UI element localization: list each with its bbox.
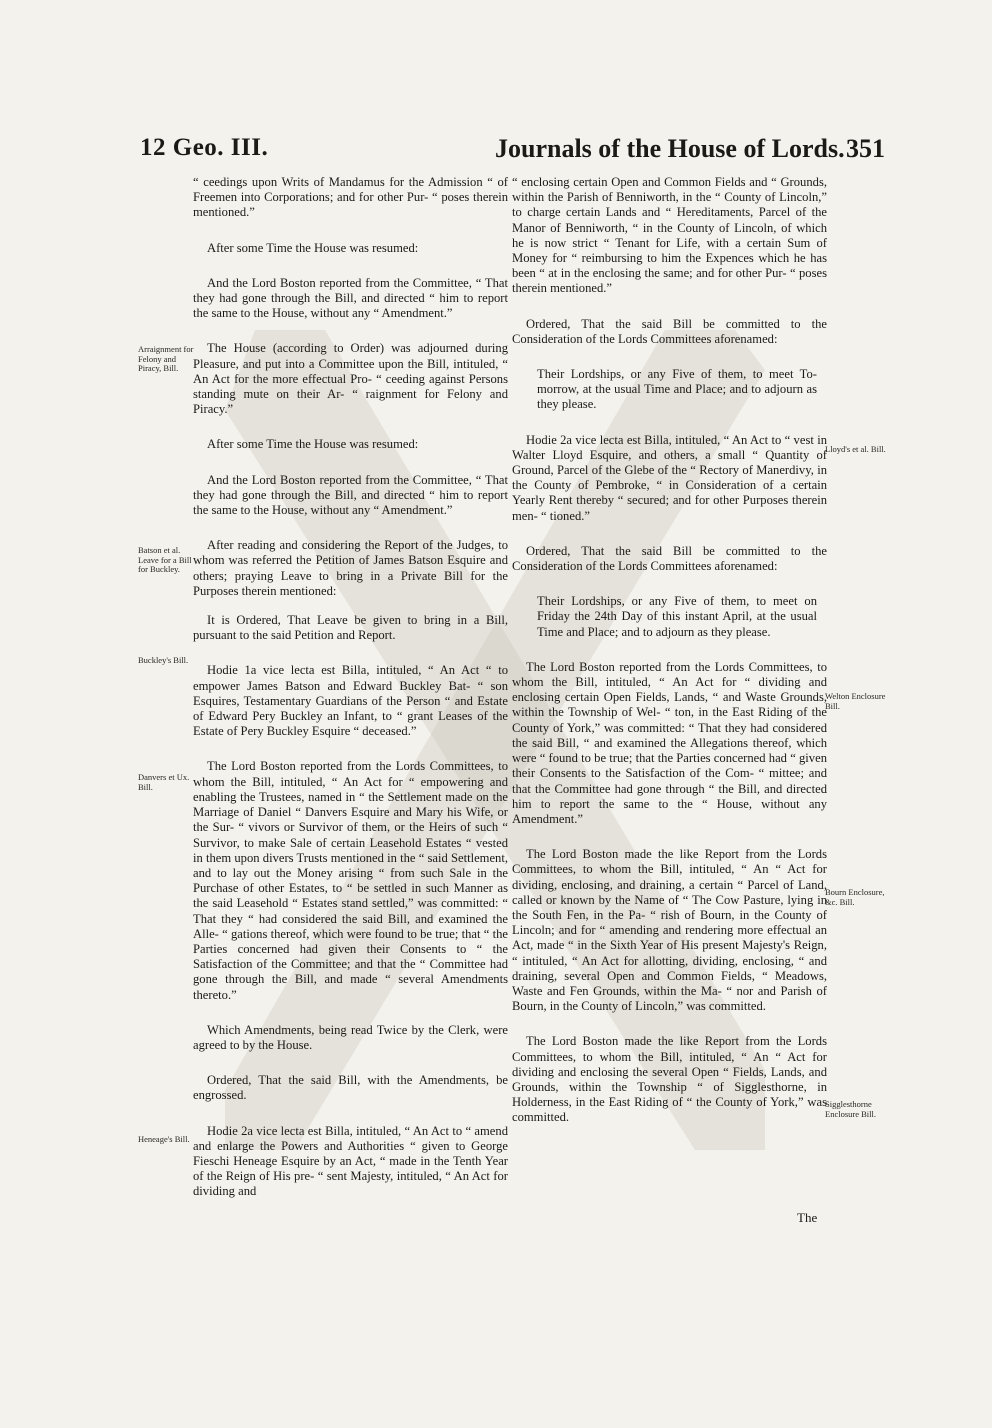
right-para-9: The Lord Boston made the like Report from the Lords Committees, to whom the Bill, intituled, “ An “ Act for dividing and enclosing the several Open “ Fields, Lands, and Grounds, within the Township “ of Sigglesthorne, in Holderness, in the East Riding of “ the County of York,” was committed. — [512, 1034, 827, 1125]
page-number: 351 — [846, 134, 885, 163]
left-para-2: After some Time the House was resumed: — [207, 240, 419, 255]
page-header — [140, 128, 885, 172]
left-para-10: The Lord Boston reported from the Lords Committees, to whom the Bill, intituled, “ An Act for “ empowering and enabling the Trustees, named in “ the Settlement made on the Marriage of Daniel “ Danvers Esquire and Mary his Wife, or the Sur- “ vivors or Survivor of them, or the Heirs of such “ Survivor, to make Sale of certain Leasehold Estates “ vested in them upon divers Trusts mentioned in the “ said Settlement, and to lay out the Money arising “ from such Sale in the Purchase of other Estates, to “ be settled in such Manner as the said Leasehold “ Estates stand settled,” was committed: “ That they “ had considered the said Bill, and examined the Alle- “ gations thereof, which were found to be true; that “ the Parties concerned had given their Consents to “ the Satisfaction of the Committee; and that the “ Committee had gone through the Bill, and made “ several Amendments thereto.” — [193, 759, 508, 1002]
margin-note-batson: Batson et al. Leave for a Bill for Buckley. — [138, 545, 192, 574]
left-para-12: Ordered, That the said Bill, with the Amendments, be engrossed. — [193, 1073, 508, 1103]
right-para-7: The Lord Boston reported from the Lords Committees, to whom the Bill, intituled, “ An Act for “ dividing and enclosing certain Open Fields, Lands, “ and Waste Grounds, within the Township of Wel- “ ton, in the East Riding of the County of York,” was committed: “ That they had considered the said Bill, “ and examined the Allegations thereof, which were “ found to be true; that the Parties concerned had “ given their Consents to the Satisfaction of the Com- “ mittee; and that the Committee had gone through “ the Bill, and directed him to report the same to the “ House, without any Amendment.” — [512, 659, 827, 826]
margin-note-arraignment: Arraignment for Felony and Piracy, Bill. — [138, 344, 194, 373]
left-para-7: After reading and considering the Report of the Judges, to whom was referred the Petition of James Batson Esquire and others; praying Leave to bring in a Private Bill for the Purposes therein mentioned: — [193, 538, 508, 598]
margin-note-heneage: Heneage's Bill. — [138, 1134, 190, 1144]
right-para-3: Their Lordships, or any Five of them, to meet To-morrow, at the usual Time and Place; and to adjourn as they please. — [537, 367, 817, 412]
left-para-9: Hodie 1a vice lecta est Billa, intituled, “ An Act “ to empower James Batson and Edward Buckley Bat- “ son Esquires, Testamentary Guardians of the Person “ and Estate of Edward Pery Buckley an Infant, to “ grant Leases of the Estate of Pery Buckley Esquire “ deceased.” — [193, 663, 508, 739]
margin-note-bourn: Bourn Enclosure, &c. Bill. — [825, 887, 885, 907]
margin-note-sigglesthorne: Sigglesthorne Enclosure Bill. — [825, 1099, 876, 1119]
margin-note-buckley: Buckley's Bill. — [138, 655, 189, 665]
right-para-2: Ordered, That the said Bill be committed to the Consideration of the Lords Committees aforenamed: — [512, 316, 827, 346]
right-para-1: “ enclosing certain Open and Common Fields and “ Grounds, within the Parish of Benniworth, in the “ County of Lincoln,” to charge certain Lands and “ Hereditaments, Parcel of the Manor of Benniworth, “ in the County of Lincoln, of which he is now strict “ Tenant for Life, with a certain Sum of Money for “ reimbursing to him the Expences which he has been “ at in the enclosing the same; and for other Pur- “ poses therein mentioned.” — [512, 175, 827, 296]
regnal-year: 12 Geo. III. — [140, 134, 269, 161]
left-para-8: It is Ordered, That Leave be given to bring in a Bill, pursuant to the said Petition and Report. — [193, 613, 508, 643]
right-column — [512, 175, 827, 1146]
margin-note-welton: Welton Enclosure Bill. — [825, 691, 886, 711]
right-para-5: Ordered, That the said Bill be committed to the Consideration of the Lords Committees aforenamed: — [512, 543, 827, 574]
right-para-6: Their Lordships, or any Five of them, to meet on Friday the 24th Day of this instant April, at the usual Time and Place; and to adjourn as they please. — [537, 594, 817, 639]
journal-title: Journals of the House of Lords. — [495, 134, 845, 163]
left-para-5: After some Time the House was resumed: — [207, 437, 419, 452]
margin-note-lloyd: Lloyd's et al. Bill. — [825, 444, 886, 454]
left-para-13: Hodie 2a vice lecta est Billa, intituled, “ An Act to “ amend and enlarge the Powers and Authorities “ given to George Fieschi Heneage Esquire by an Act, “ made in the Tenth Year of the Reign of His pre- “ sent Majesty, intituled, “ An Act for dividing and — [193, 1123, 508, 1199]
right-para-4: Hodie 2a vice lecta est Billa, intituled, “ An Act to “ vest in Walter Lloyd Esquire, and others, a small “ Quantity of Ground, Parcel of the Glebe of the “ Rectory of Manerdivy, in the County of Pembroke, “ in Consideration of a certain Yearly Rent thereby “ secured; and for other Purposes therein men- “ tioned.” — [512, 432, 827, 523]
left-para-11: Which Amendments, being read Twice by the Clerk, were agreed to by the House. — [193, 1022, 508, 1052]
left-para-1: “ ceedings upon Writs of Mandamus for the Admission “ of Freemen into Corporations; and for other Pur- “ poses therein mentioned.” — [193, 175, 508, 220]
catchword: The — [797, 1210, 818, 1225]
left-para-3: And the Lord Boston reported from the Committee, “ That they had gone through the Bill, and directed “ him to report the same to the House, without any “ Amendment.” — [193, 275, 508, 321]
margin-note-danvers: Danvers et Ux. Bill. — [138, 772, 190, 792]
left-column — [193, 175, 508, 1220]
left-para-4: The House (according to Order) was adjourned during Pleasure, and put into a Committee upon the Bill, intituled, “ An Act for the more effectual Pro- “ ceeding against Persons standing mute on their Ar- “ raignment for Felony and Piracy.” — [193, 341, 508, 417]
left-para-6: And the Lord Boston reported from the Committee, “ That they had gone through the Bill, and directed “ him to report the same to the House, without any “ Amendment.” — [193, 472, 508, 518]
right-para-8: The Lord Boston made the like Report from the Lords Committees, to whom the Bill, intituled, “ An “ Act for dividing, enclosing, and draining, a certain “ Parcel of Land, called or known by the Name of “ The Cow Pasture, lying in the South Fen, in the Pa- “ rish of Bourn, in the County of Lincoln; and for “ amending and rendering more effectual an Act, made “ in the Sixth Year of His present Majesty's Reign, “ intituled, “ An Act for allotting, dividing, enclosing, “ and draining, several Open and Common Fields, “ Meadows, Waste and Fen Grounds, within the Ma- “ nor and Parish of Bourn, in the County of Lincoln,” was committed. — [512, 847, 827, 1014]
